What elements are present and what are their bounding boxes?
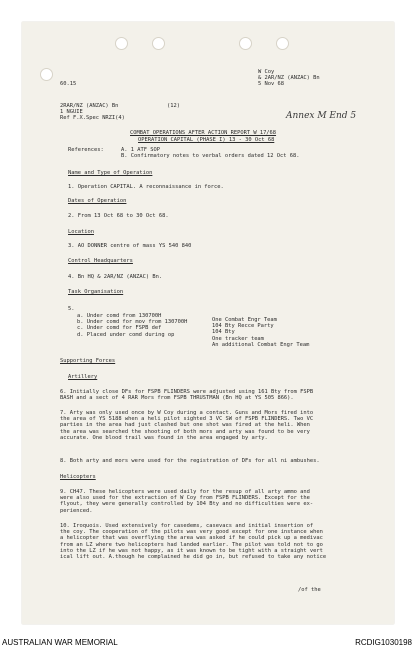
section-heading: Name and Type of Operation — [68, 170, 153, 176]
section-heading: Control Headquarters — [68, 258, 133, 264]
paragraph-line: 10. Iroquois. Used extensively for casedems, casevacs and initial insertion of — [60, 523, 314, 529]
paragraph-9 — [60, 489, 313, 514]
task-list-right — [212, 317, 309, 348]
footer-archive-name: AUSTRALIAN WAR MEMORIAL — [2, 638, 118, 647]
reference-item: A. 1 ATF SOP — [121, 147, 160, 153]
paragraph-line: the area was searched the shooting of both mors and arty was found to be very — [60, 428, 310, 435]
paragraph-line: flyout, they were generally controlled by 104 Bty and no difficulties were ex- — [60, 501, 314, 508]
paragraph-line: 6. Initially close DFs for FSPB FLINDERS were adjusted using 161 Bty from FSPB — [60, 389, 314, 395]
section-text: 1. Operation CAPITAL. A reconnaissance in force. — [68, 184, 224, 190]
punch-hole — [239, 37, 252, 50]
subsection-heading: Artillery — [68, 374, 98, 380]
punch-hole — [152, 37, 165, 50]
section-heading: Supporting Forces — [60, 358, 116, 364]
section-text: 4. Bn HQ & 2AR/NZ (ANZAC) Bn. — [68, 274, 163, 280]
subsection-heading: Helicopters — [60, 474, 96, 480]
distribution-line: & 2AR/NZ (ANZAC) Bn — [258, 75, 320, 82]
task-item: d. Placed under comd during op — [77, 331, 175, 338]
task-item: a. Under comd from 130700H — [77, 313, 162, 319]
section-heading: Dates of Operation — [68, 198, 127, 204]
paragraph-line: perienced. — [60, 507, 93, 514]
from-line: Ref F.X.Spec NRZI(4) — [60, 115, 125, 122]
page-number: 60.15 — [60, 81, 77, 87]
paragraph-7 — [60, 410, 313, 441]
paragraph-line: from an LZ where two helicopters had landed earlier. The pilot was told not to go — [60, 541, 323, 548]
paragraph-line: the area of YS 5188 when a heli pilot sighted 3 VC SW of FSPB FLINDERS. Two VC — [60, 416, 314, 423]
report-subtitle: OPERATION CAPITAL (PHASE I) 13 - 30 Oct 68 — [138, 137, 275, 143]
distribution-line: 5 Nov 68 — [258, 81, 284, 88]
footer-record-id: RCDIG1030198 — [355, 638, 412, 647]
continuation-marker: /of the — [298, 587, 321, 593]
task-unit: An additional Combat Engr Team — [212, 341, 310, 348]
paragraph-line: a helicopter that was overflying the area was asked if he could pick up a medivac — [60, 535, 323, 542]
distribution-block — [258, 69, 320, 88]
paragraph-10 — [60, 523, 326, 560]
paragraph-line: 7. Arty was only used once by W Coy during a contact. Guns and Mors fired into — [60, 410, 314, 416]
section-heading: Task Organisation — [68, 289, 124, 295]
handwritten-annex-note: Annex M End 5 — [286, 111, 357, 121]
paragraph-line: into the LZ if he was not happy, as it was known to be tight with a straight vert — [60, 547, 323, 554]
task-list-left — [77, 313, 187, 338]
section-text: 2. From 13 Oct 68 to 30 Oct 68. — [68, 213, 169, 219]
paragraph-line: 9. CH47. These helicopters were used daily for the resup of all arty ammo and — [60, 489, 310, 495]
paragraph-line: ical lift out. A.though he complained he did go in, but refused to take any notice — [60, 554, 327, 561]
references-list — [121, 147, 300, 159]
report-title: COMBAT OPERATIONS AFTER ACTION REPORT W 17/68 — [130, 130, 277, 136]
paragraph-line: parties in the area had just clashed but one shot was fired at the heli. When — [60, 422, 310, 429]
section-text: 3. AO DONNER centre of mass YS 540 840 — [68, 243, 192, 249]
punch-hole — [40, 68, 53, 81]
task-unit: 104 Bty — [212, 329, 235, 336]
from-block — [60, 103, 125, 122]
section-number: 5. — [68, 306, 75, 312]
task-item: b. Under comd for mov from 130700H — [77, 319, 188, 326]
distribution-line: W Coy — [258, 69, 275, 75]
from-line: 2RAR/NZ (ANZAC) Bn — [60, 103, 119, 109]
task-unit: One tracker team — [212, 335, 264, 342]
punch-hole — [276, 37, 289, 50]
paragraph-line: 8. Both arty and mors were used for the registration of DFs for all ni ambushes. — [60, 458, 320, 464]
reference-item: B. Confirmatory notes to verbal orders dated 12 Oct 68. — [121, 153, 300, 160]
from-line: 1 NGUIE — [60, 109, 83, 116]
task-unit: 104 Bty Recce Party — [212, 323, 274, 330]
punch-hole — [115, 37, 128, 50]
handwritten-page-ref: (12) — [167, 103, 180, 109]
paragraph-line: accurate. One blood trail was found in the area engaged by arty. — [60, 434, 268, 441]
section-heading: Location — [68, 229, 94, 235]
paragraph-8 — [60, 458, 320, 464]
task-item: c. Under comd for FSPB def — [77, 325, 162, 332]
paragraph-line: the coy. The cooperation of the pilots was very good except for one instance when — [60, 529, 323, 536]
paragraph-6 — [60, 389, 313, 401]
task-unit: One Combat Engr Team — [212, 317, 277, 323]
paragraph-line: BASH and a sect of 4 RAR Mors from FSPB THRUSTMAN (Bn HQ at YS 505 866). — [60, 395, 294, 402]
paragraph-line: were also used for the extraction of W Coy from FSPB FLINDERS. Except for the — [60, 495, 310, 502]
references-label: References: — [68, 147, 104, 153]
